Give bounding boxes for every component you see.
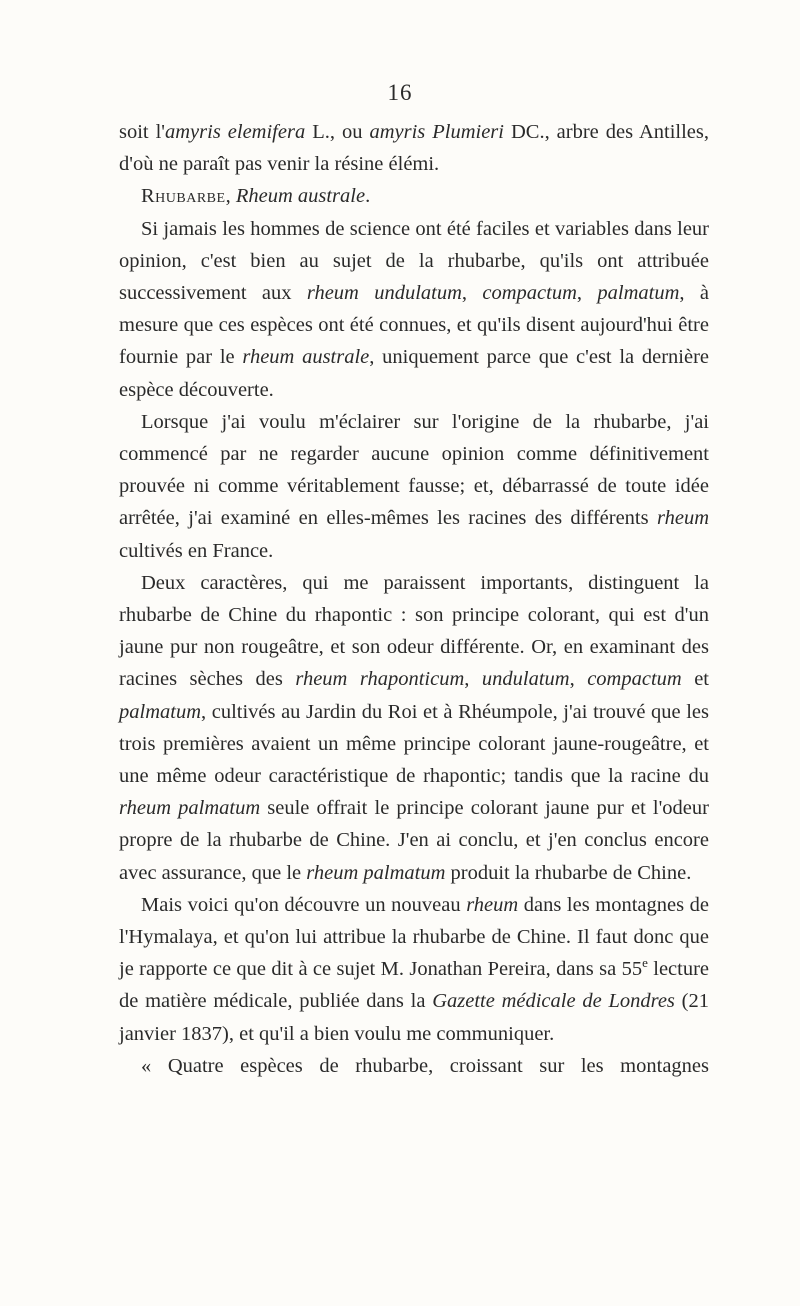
text-run: , bbox=[461, 282, 483, 305]
italic-run: palmatum bbox=[119, 700, 201, 723]
text-run: Mais voici qu'on découvre un nouveau bbox=[141, 893, 467, 916]
text-run: soit l' bbox=[119, 121, 165, 143]
text-run: , bbox=[576, 282, 598, 305]
italic-run: palmatum bbox=[597, 282, 680, 305]
text-run: « Quatre espèces de rhubarbe, croissant sur les montagnes bbox=[141, 1054, 709, 1077]
paragraph bbox=[119, 1050, 709, 1082]
text-run: produit la rhubarbe de Chine. bbox=[445, 861, 692, 884]
body-text bbox=[119, 116, 709, 1082]
text-run: Lorsque j'ai voulu m'éclairer sur l'origine de la rhubarbe, j'ai commencé par ne regarder aucune opinion comme définitivement prouvée ni comme véritablement fausse; et, débarrassé de toute idée arrêtée, j'ai examiné en elles-mêmes les racines des différents bbox=[119, 410, 709, 530]
italic-run: rheum rhaponticum bbox=[295, 668, 465, 691]
text-run: seule offrait le principe colorant jaune pur et l'odeur propre de la rhubarbe de Chine. J'en ai conclu, et j'en conclus encore avec assurance, que le bbox=[119, 797, 709, 884]
italic-run: undulatum bbox=[481, 668, 570, 691]
text-run: L., ou bbox=[305, 121, 370, 143]
italic-run: compactum bbox=[587, 668, 682, 691]
text-run: cultivés en France. bbox=[119, 539, 274, 562]
text-run: Si jamais les hommes de science ont été faciles et variables dans leur opinion, c'est bien au sujet de la rhubarbe, qu'ils ont attribuée successivement aux bbox=[119, 217, 709, 305]
paragraph bbox=[119, 889, 709, 1050]
text-run: DC., arbre des Antilles, d'où ne paraît pas venir la résine élémi. bbox=[119, 121, 709, 176]
text-run: (21 janvier 1837), et qu'il a bien voulu me communiquer. bbox=[119, 990, 709, 1045]
italic-run: rheum palmatum bbox=[119, 797, 261, 820]
text-run: , bbox=[569, 668, 588, 691]
text-run: et bbox=[681, 668, 710, 691]
text-run: , bbox=[464, 668, 482, 691]
text-run: dans les montagnes de l'Hymalaya, et qu'on lui attribue la rhubarbe de Chine. Il faut donc que je rapporte ce que dit à ce sujet M. Jonathan Pereira, dans sa 55 bbox=[119, 893, 709, 981]
paragraph bbox=[119, 406, 709, 567]
italic-run: amyris elemifera bbox=[165, 121, 306, 143]
text-run: . bbox=[365, 185, 371, 208]
text-run: , uniquement parce que c'est la dernière espèce découverte. bbox=[119, 346, 709, 401]
italic-run: Rheum australe bbox=[235, 185, 366, 208]
italic-run: rheum bbox=[466, 893, 519, 916]
paragraph bbox=[119, 567, 709, 889]
italic-run: amyris Plumieri bbox=[369, 121, 504, 143]
text-run: , cultivés au Jardin du Roi et à Rhéumpole, j'ai trouvé que les trois premières avaient un même principe colorant jaune-rougeâtre, et une même odeur caractéristique de rhapontic; tandis que la racine du bbox=[119, 700, 709, 788]
paragraph bbox=[119, 180, 709, 212]
page-number: 16 bbox=[387, 80, 413, 105]
text-run: Deux caractères, qui me paraissent importants, distinguent la rhubarbe de Chine du rhapontic : son principe colorant, qui est d'un jaune pur non rougeâtre, et son odeur différente. Or, en examinant des racines sèches des bbox=[119, 571, 709, 691]
italic-run: rheum palmatum bbox=[306, 861, 446, 884]
small-caps-run: Rhubarbe bbox=[141, 185, 226, 208]
paragraph bbox=[119, 213, 709, 406]
text-run: , bbox=[225, 185, 236, 208]
italic-run: compactum bbox=[482, 282, 577, 305]
italic-run: Gazette médicale de Londres bbox=[432, 990, 675, 1013]
text-run: lecture de matière médicale, publiée dans la bbox=[119, 958, 710, 1013]
paragraph bbox=[119, 116, 709, 180]
superscript-run: e bbox=[642, 955, 648, 971]
italic-run: rheum undulatum bbox=[306, 282, 462, 305]
text-run: , à mesure que ces espèces ont été connues, et qu'ils disent aujourd'hui être fournie par le bbox=[119, 282, 709, 369]
italic-run: rheum australe bbox=[242, 346, 370, 369]
italic-run: rheum bbox=[656, 507, 709, 530]
